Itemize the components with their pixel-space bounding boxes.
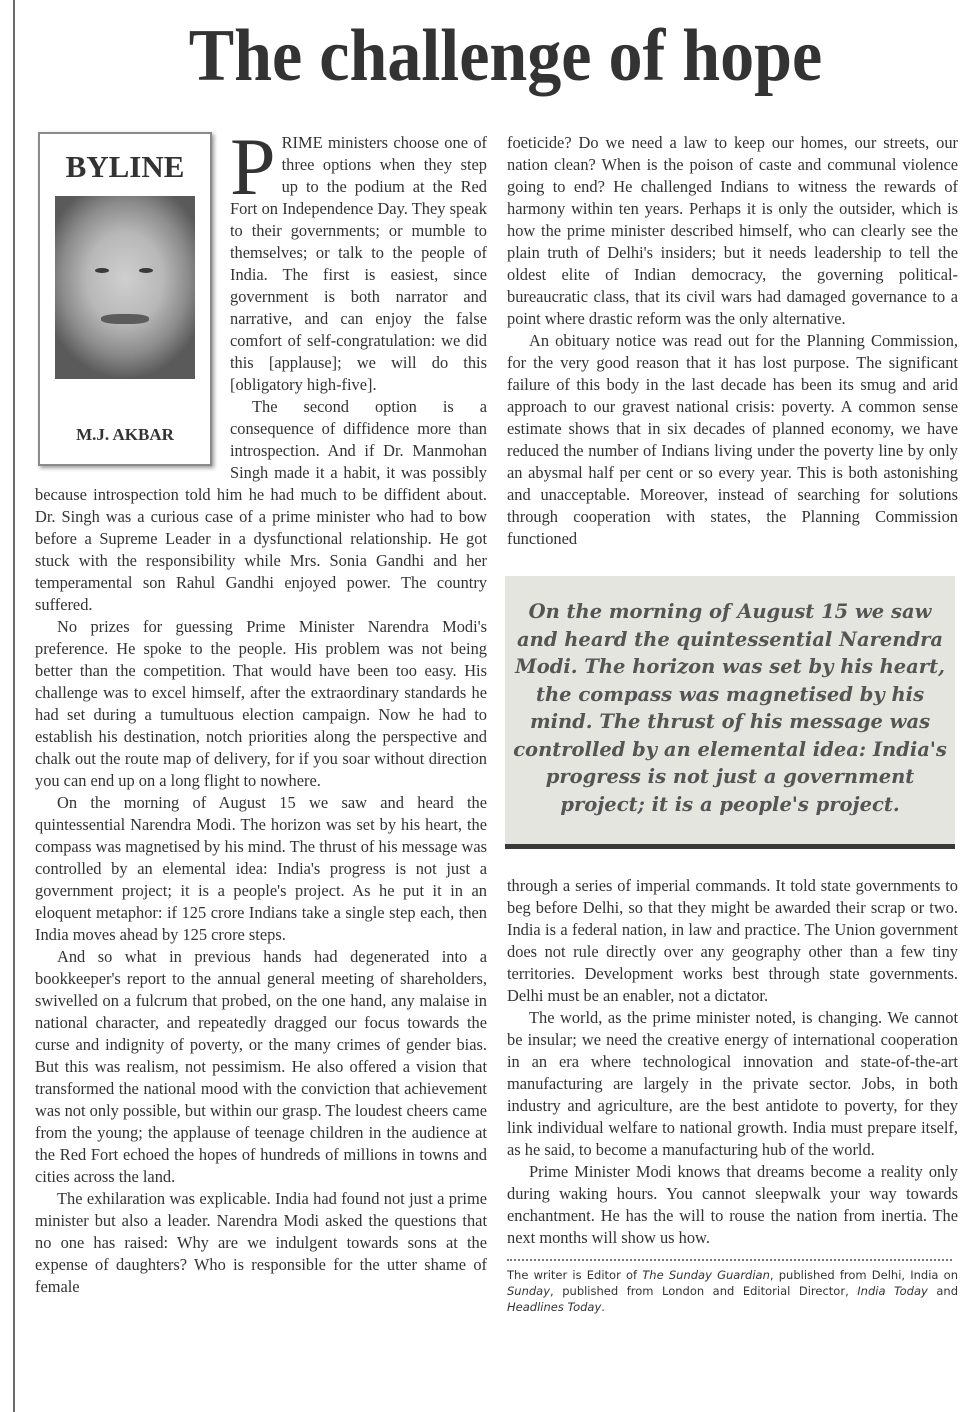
page-left-rule [13,0,15,1412]
publication-name: Headlines Today [507,1300,602,1314]
photo-eye-icon [95,268,109,273]
author-photo [55,196,195,379]
right-column [507,132,958,1315]
footnote-text: The writer is Editor of [507,1268,643,1282]
paragraph: And so what in previous hands had degenerated into a bookkeeper's report to the annual general meeting of shareholders, swivelled on a fulcrum that probed, on the one hand, any malaise in national character, and repeatedly dragged our focus towards the curse and indignity of poverty, or the many crimes of gender bias. But this was realism, not pessimism. He also offered a vision that transformed the national mood with the conviction that achievement was not only possible, but within our grasp. The loudest cheers came from the young; the applause of teenage children in the audience at the Red Fort echoed the hopes of hundreds of millions in towns and cities across the land. [35,947,487,1186]
paragraph: through a series of imperial commands. It told state governments to beg before Delhi, so that they might be awarded their scrap or two. India is a federal nation, in law and practice. The Union government does not rule directly over any geography other than a few tiny territories. Development works best through state governments. Delhi must be an enabler, not a dictator. [507,876,958,1005]
footnote-text: and [927,1284,959,1298]
paragraph: The world, as the prime minister noted, is changing. We cannot be insular; we need the creative energy of international cooperation in an era where technological innovation and state-of-the-art manufacturing are largely in the private sector. Jobs, in both industry and agriculture, are the best antidote to poverty, for they link individual welfare to national growth. India must prepare itself, as he said, to become a manufacturing hub of the world. [507,1008,958,1159]
publication-name: The Sunday Guardian [642,1268,770,1282]
paragraph: Prime Minister Modi knows that dreams become a reality only during waking hours. You cannot sleepwalk your way towards enchantment. He has the will to rouse the nation from inertia. The next months will show us how. [507,1162,958,1247]
author-name: M.J. AKBAR [76,425,174,444]
publication-name: India Today [857,1284,928,1298]
paragraph: No prizes for guessing Prime Minister Narendra Modi's preference. He spoke to the people. His problem was not being better than the competition. That would have been too easy. His challenge was to excel himself, after the extraordinary standards he had set during a tumultuous election campaign. Now he had to establish his destination, notch priorities along the perspective and chalk out the route map of delivery, for if you soar without direction you can end up on a long flight to nowhere. [35,617,487,790]
photo-eye-icon [139,268,153,273]
footnote-text: , published from Delhi, India on [769,1268,958,1282]
paragraph: foeticide? Do we need a law to keep our homes, our streets, our nation clean? When is the poison of caste and communal violence going to end? He challenged Indians to witness the rewards of harmony within ten years. Perhaps it is only the outsider, which is how the prime minister described himself, who can clearly see the plain truth of Delhi's insiders; but it needs leadership to tell the oldest elite of Indian democracy, the governing political-bureaucratic class, that its civil wars had damaged governance to a point where drastic reform was the only alternative. [507,133,958,328]
paragraph: An obituary notice was read out for the Planning Commission, for the very good reason that it has lost purpose. The significant failure of this body in the last decade has been its smug and arid approach to our gravest national crisis: poverty. A common sense estimate shows that in six decades of planned economy, we have reduced the number of Indians living under the poverty line by only an abysmal half per cent or so every year. This is both astonishing and unacceptable. Moreover, instead of searching for solutions through cooperation with states, the Planning Commission functioned [507,331,958,548]
photo-mustache-shape [101,314,149,324]
author-footnote [507,1267,958,1315]
footnote-text: . [601,1300,605,1314]
paragraph: The second option is a consequence of diffidence more than introspection. And if Dr. Manmohan Singh made it a habit, it was possibly because introspection told him he had much to be diffident about. Dr. Singh was a curious case of a prime minister who had to bow before a Supreme Leader in a dysfunctional relationship. He got stuck with the responsibility while Mrs. Sonia Gandhi and her temperamental son Rahul Gandhi enjoyed power. The country suffered. [35,397,487,614]
publication-name: Sunday [507,1284,551,1298]
footnote-divider [507,1259,952,1261]
footnote-text: , published from London and Editorial Director, [550,1284,858,1298]
pull-quote: On the morning of August 15 we saw and heard the quintessential Narendra Modi. The horizon was set by his heart, the compass was magnetised by his mind. The thrust of his message was controlled by an elemental idea: India's progress is not just a government project; it is a people's project. [505,576,955,849]
paragraph: The exhilaration was explicable. India had found not just a prime minister but also a leader. Narendra Modi asked the questions that no one has raised: Why are we indulgent towards sons at the expense of daughters? Who is responsible for the utter shame of female [35,1189,487,1296]
byline-box [38,132,212,466]
byline-label: BYLINE [65,149,185,184]
paragraph-text: RIME ministers choose one of three options when they step up to the podium at the Red Fort on Independence Day. They speak to their governments; or mumble to themselves; or talk to the people of India. The first is easiest, since government is both narrator and narrative, and can enjoy the false comfort of self-congratulation: we did this [applause]; we will do this [obligatory high-five]. [230,133,487,394]
paragraph: On the morning of August 15 we saw and heard the quintessential Narendra Modi. The horizon was set by his heart, the compass was magnetised by his mind. The thrust of his message was controlled by an elemental idea: India's progress is not just a government project; it is a people's project. As he put it in an eloquent metaphor: if 125 crore Indians take a single step each, then India moves ahead by 125 crore steps. [35,793,487,944]
left-column [35,121,487,1298]
headline: The challenge of hope [188,15,823,97]
drop-cap: P [230,121,276,212]
